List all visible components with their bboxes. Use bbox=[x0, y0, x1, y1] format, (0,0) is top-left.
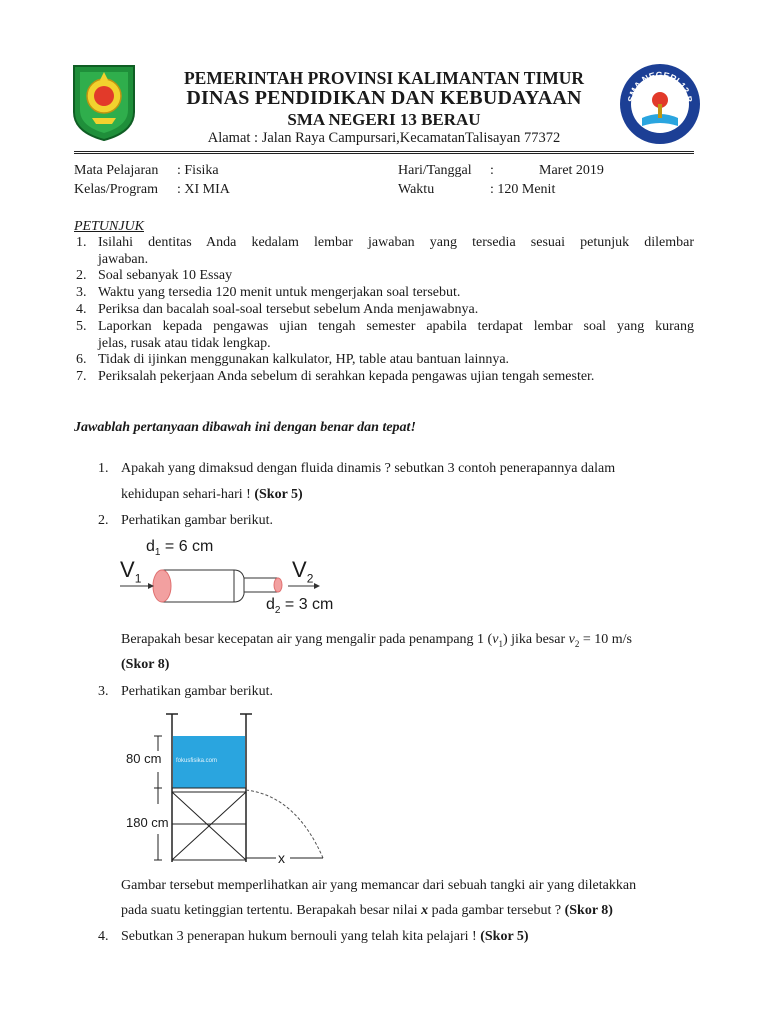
header-divider-2 bbox=[74, 153, 694, 154]
date-value: Maret 2019 bbox=[539, 163, 604, 178]
school-emblem-icon bbox=[618, 62, 702, 146]
instruction-item: 6. Tidak di ijinkan menggunakan kalkulator, HP, table atau bantuan lainnya. bbox=[76, 352, 510, 367]
subject-label: Mata Pelajaran bbox=[74, 163, 159, 178]
question-3-line-2: Gambar tersebut memperlihatkan air yang memancar dari sebuah tangki air yang diletakkan bbox=[121, 878, 637, 893]
left-logo bbox=[70, 62, 138, 142]
score: (Skor 8) bbox=[564, 903, 613, 918]
question-2-line-1: Perhatikan gambar berikut. bbox=[121, 513, 274, 528]
class-value: : XI MIA bbox=[177, 182, 230, 197]
question-3-line-3: pada suatu ketinggian tertentu. Berapakah besar nilai x pada gambar tersebut ? (Skor 8) bbox=[121, 903, 613, 918]
pipe-outlet-face bbox=[274, 578, 282, 592]
question-3-line-1: Perhatikan gambar berikut. bbox=[121, 684, 274, 699]
question-4-line-1: Sebutkan 3 penerapan hukum bernouli yang telah kita pelajari ! (Skor 5) bbox=[121, 929, 529, 944]
label-180cm: 180 cm bbox=[126, 815, 169, 830]
provincial-emblem-icon bbox=[70, 62, 138, 142]
tank-diagram bbox=[118, 712, 338, 866]
watermark: fokusfisika.com bbox=[176, 758, 218, 764]
pipe-transition bbox=[234, 570, 244, 602]
subject-value: : Fisika bbox=[177, 163, 219, 178]
instruction-item: 4. Periksa dan bacalah soal-soal tersebut sebelum Anda menjawabnya. bbox=[76, 302, 479, 317]
instruction-item: 3. Waktu yang tersedia 120 menit untuk mengerjakan soal tersebut. bbox=[76, 285, 461, 300]
time-value: : 120 Menit bbox=[490, 182, 556, 197]
question-1-line-2: kehidupan sehari-hari ! (Skor 5) bbox=[121, 487, 303, 502]
time-label: Waktu bbox=[398, 182, 435, 197]
flow-arrowhead-out bbox=[314, 583, 320, 589]
water-jet-path bbox=[246, 790, 323, 858]
svg-text:SMA NEGERI 13 BERAU: SMA NEGERI 13 B bbox=[625, 69, 695, 104]
header-address: Alamat : Jalan Raya Campursari,KecamatanTalisayan 77372 bbox=[207, 130, 561, 146]
label-v1: $V_1$ bbox=[120, 557, 142, 586]
score: (Skor 5) bbox=[480, 929, 529, 944]
class-label: Kelas/Program bbox=[74, 182, 158, 197]
header-divider bbox=[74, 151, 694, 152]
tank-figure bbox=[118, 712, 338, 866]
answer-prompt: Jawablah pertanyaan dibawah ini dengan benar dan tepat! bbox=[74, 420, 416, 435]
date-colon: : bbox=[490, 163, 494, 178]
label-x: x bbox=[278, 850, 285, 866]
label-v2: $V_2$ bbox=[292, 557, 314, 586]
date-label: Hari/Tanggal bbox=[398, 163, 472, 178]
instruction-item: 2. Soal sebanyak 10 Essay bbox=[76, 268, 233, 283]
pipe-wide-section bbox=[162, 570, 234, 602]
right-logo bbox=[618, 62, 702, 146]
pipe-narrow-section bbox=[244, 578, 278, 592]
header-line-2: DINAS PENDIDIKAN DAN KEBUDAYAAN bbox=[186, 87, 582, 109]
instruction-item: 1. Isilahi dentitas Anda kedalam lembar jawaban yang tersedia sesuai petunjuk dilembar jawaban. bbox=[76, 235, 694, 267]
label-80cm: 80 cm bbox=[126, 751, 162, 766]
instruction-item: 7. Periksalah pekerjaan Anda sebelum di serahkan kepada pengawas ujian tengah semester. bbox=[76, 369, 595, 384]
pipe-inlet-face bbox=[153, 570, 171, 602]
question-number: 4. bbox=[98, 929, 109, 944]
question-1-line-1: Apakah yang dimaksud dengan fluida dinamis ? sebutkan 3 contoh penerapannya dalam bbox=[121, 461, 616, 476]
instruction-item: 5. Laporkan kepada pengawas ujian tengah semester apabila terdapat lembar soal yang kurang jelas, rusak atau tidak lengkap. bbox=[76, 319, 694, 351]
score: (Skor 8) bbox=[121, 657, 170, 672]
header-line-3: SMA NEGERI 13 BERAU bbox=[287, 110, 481, 129]
header-line-1: PEMERINTAH PROVINSI KALIMANTAN TIMUR bbox=[183, 68, 585, 88]
score: (Skor 5) bbox=[254, 487, 303, 502]
instructions-title: PETUNJUK bbox=[74, 219, 144, 234]
label-d2: $d_2 = 3$ cm bbox=[266, 596, 334, 617]
label-d1: $d_1 = 6$ cm bbox=[146, 538, 214, 559]
question-number: 1. bbox=[98, 461, 109, 476]
question-2-text: Berapakah besar kecepatan air yang mengalir pada penampang 1 $(v_1)$ jika besar $v_2 = 10$ m/s bbox=[121, 632, 632, 649]
question-number: 3. bbox=[98, 684, 109, 699]
question-number: 2. bbox=[98, 513, 109, 528]
